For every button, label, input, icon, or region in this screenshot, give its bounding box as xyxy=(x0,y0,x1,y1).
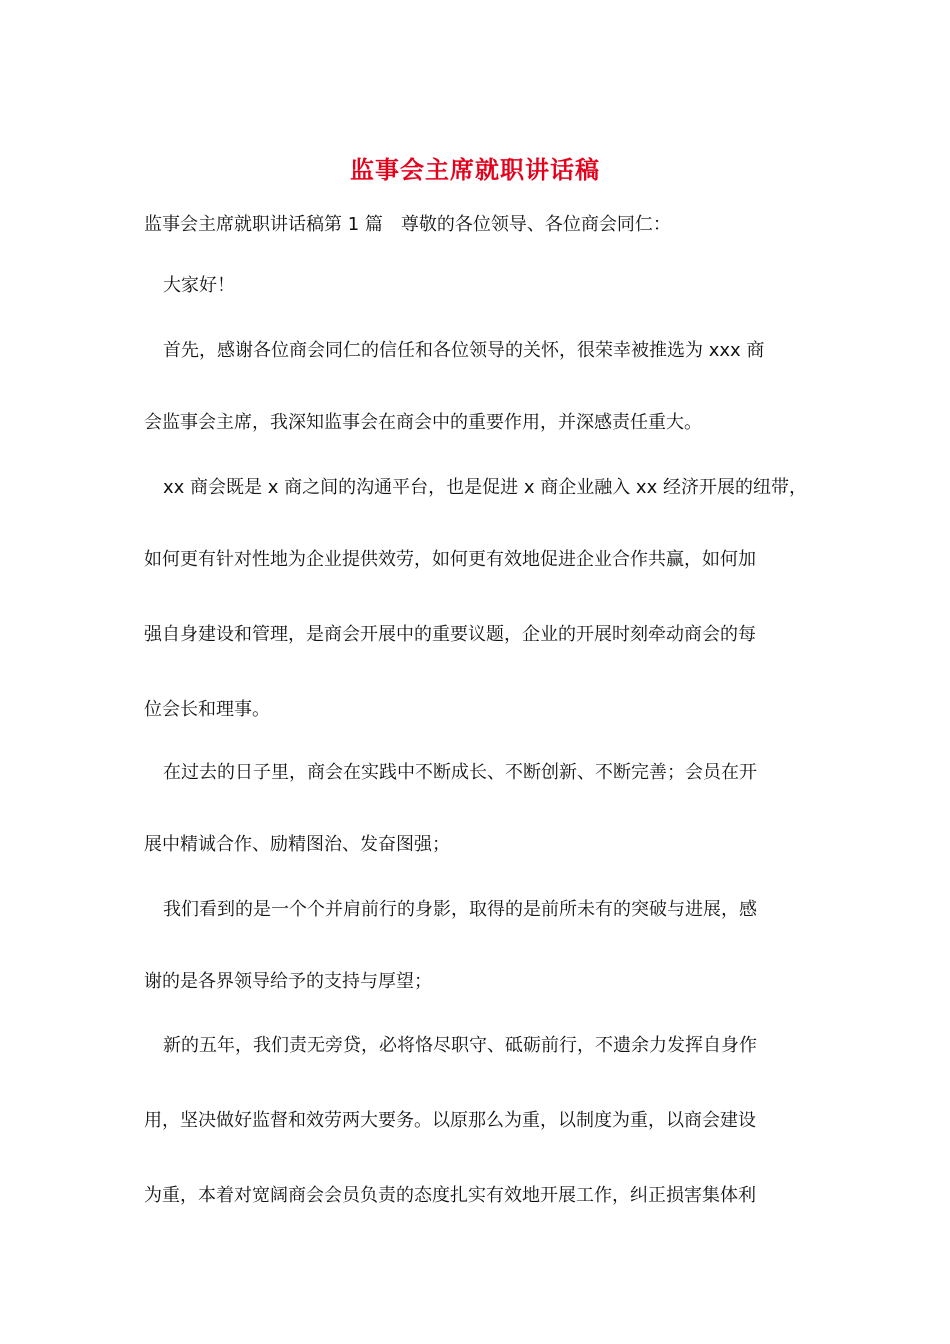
paragraph-line: 展中精诚合作、励精图治、发奋图强； xyxy=(144,834,450,855)
document-title: 监事会主席就职讲话稿 xyxy=(350,155,600,184)
paragraph-line: 新的五年，我们责无旁贷，必将恪尽职守、砥砺前行，不遗余力发挥自身作 xyxy=(163,1035,757,1056)
paragraph-line: 位会长和理事。 xyxy=(144,699,270,720)
paragraph-line: 强自身建设和管理，是商会开展中的重要议题，企业的开展时刻牵动商会的每 xyxy=(144,624,756,645)
paragraph-line: 用，坚决做好监督和效劳两大要务。以原那么为重，以制度为重，以商会建设 xyxy=(144,1110,756,1131)
paragraph-line: xx 商会既是 x 商之间的沟通平台，也是促进 x 商企业融入 xx 经济开展的纽带， xyxy=(163,477,807,498)
paragraph-line: 谢的是各界领导给予的支持与厚望； xyxy=(144,971,432,992)
paragraph-line: 首先，感谢各位商会同仁的信任和各位领导的关怀，很荣幸被推选为 xxx 商 xyxy=(163,340,765,361)
paragraph-line: 在过去的日子里，商会在实践中不断成长、不断创新、不断完善；会员在开 xyxy=(163,762,757,783)
paragraph-line: 会监事会主席，我深知监事会在商会中的重要作用，并深感责任重大。 xyxy=(144,412,702,433)
paragraph-line: 如何更有针对性地为企业提供效劳，如何更有效地促进企业合作共赢，如何加 xyxy=(144,549,756,570)
paragraph-line: 为重，本着对宽阔商会会员负责的态度扎实有效地开展工作，纠正损害集体利 xyxy=(144,1185,756,1206)
paragraph-line: 我们看到的是一个个并肩前行的身影，取得的是前所未有的突破与进展，感 xyxy=(163,899,757,920)
paragraph-line: 监事会主席就职讲话稿第 1 篇 尊敬的各位领导、各位商会同仁： xyxy=(144,214,671,235)
paragraph-line: 大家好！ xyxy=(163,275,235,296)
